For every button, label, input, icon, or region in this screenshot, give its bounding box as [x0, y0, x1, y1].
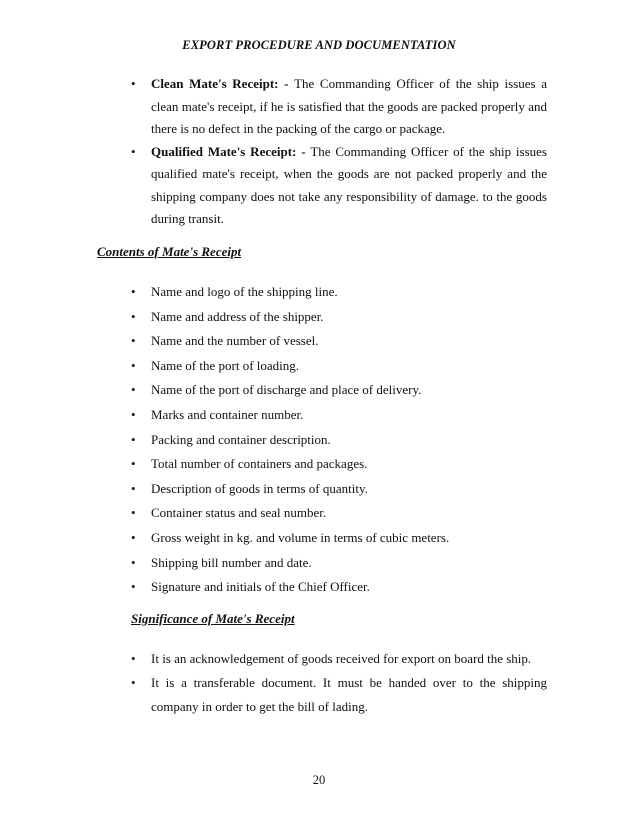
- bullet-icon: •: [131, 579, 136, 595]
- list-item: [131, 526, 551, 551]
- item-text: Description of goods in terms of quantity.: [151, 480, 368, 496]
- section-heading-significance: Significance of Mate's Receipt: [131, 611, 295, 626]
- item-text: Name of the port of loading.: [151, 357, 300, 373]
- list-item: [131, 477, 551, 502]
- list-item: [131, 428, 551, 453]
- receipt-types-list: [131, 73, 547, 231]
- item-text: Shipping bill number and date.: [151, 554, 312, 570]
- item-text: Name and address of the shipper.: [151, 308, 324, 324]
- list-item: [131, 501, 551, 526]
- list-item: [131, 329, 551, 354]
- bullet-icon: •: [131, 284, 136, 299]
- bullet-icon: •: [131, 431, 136, 447]
- item-text: Total number of containers and packages.: [151, 456, 368, 472]
- list-item: [131, 141, 547, 231]
- bullet-icon: •: [131, 675, 136, 690]
- list-item: [131, 647, 547, 671]
- item-text: Gross weight in kg. and volume in terms of cubic meters.: [151, 529, 450, 545]
- item-text: Signature and initials of the Chief Officer.: [151, 579, 370, 595]
- list-item: [131, 403, 551, 428]
- bullet-icon: •: [131, 529, 136, 545]
- item-text: Marks and container number.: [151, 406, 304, 422]
- bullet-icon: •: [131, 480, 136, 496]
- page-number: 20: [312, 773, 326, 787]
- bullet-icon: •: [131, 505, 136, 521]
- item-text: The Commanding Officer of the ship issues qualified mate's receipt, when the goods are not packed properly and the shipping company does not take any responsibility of damage. to the goods during transit.: [151, 143, 547, 226]
- bullet-icon: •: [131, 651, 136, 666]
- list-item: [131, 305, 551, 330]
- significance-list: [131, 647, 547, 719]
- list-item: [131, 575, 551, 600]
- item-lead: Clean Mate's Receipt: -: [151, 76, 295, 91]
- bullet-icon: •: [131, 554, 136, 570]
- section-heading-contents: Contents of Mate's Receipt: [97, 244, 242, 259]
- page-header: EXPORT PROCEDURE AND DOCUMENTATION: [182, 38, 456, 52]
- item-text: Name of the port of discharge and place of delivery.: [151, 382, 422, 398]
- item-text: Container status and seal number.: [151, 505, 327, 521]
- bullet-icon: •: [131, 76, 136, 91]
- list-item: [131, 551, 551, 576]
- bullet-icon: •: [131, 143, 136, 159]
- list-item: [131, 452, 551, 477]
- item-text: Packing and container description.: [151, 431, 331, 447]
- item-text: It is an acknowledgement of goods received for export on board the ship.: [151, 651, 532, 666]
- item-text: Name and logo of the shipping line.: [151, 284, 338, 299]
- list-item: [131, 378, 551, 403]
- item-lead: Qualified Mate's Receipt: -: [151, 143, 311, 159]
- list-item: [131, 354, 551, 379]
- bullet-icon: •: [131, 357, 136, 373]
- bullet-icon: •: [131, 333, 136, 349]
- item-text: Name and the number of vessel.: [151, 333, 319, 349]
- list-item: [131, 671, 547, 719]
- list-item: [131, 280, 551, 305]
- bullet-icon: •: [131, 308, 136, 324]
- item-text: The Commanding Officer of the ship issues a clean mate's receipt, if he is satisfied that the goods are packed properly and there is no defect in the packing of the cargo or package.: [151, 76, 547, 136]
- bullet-icon: •: [131, 382, 136, 398]
- bullet-icon: •: [131, 456, 136, 472]
- bullet-icon: •: [131, 406, 136, 422]
- item-text: It is a transferable document. It must be handed over to the shipping company in order to get the bill of lading.: [151, 675, 547, 714]
- list-item: [131, 73, 547, 141]
- contents-list: [131, 280, 551, 600]
